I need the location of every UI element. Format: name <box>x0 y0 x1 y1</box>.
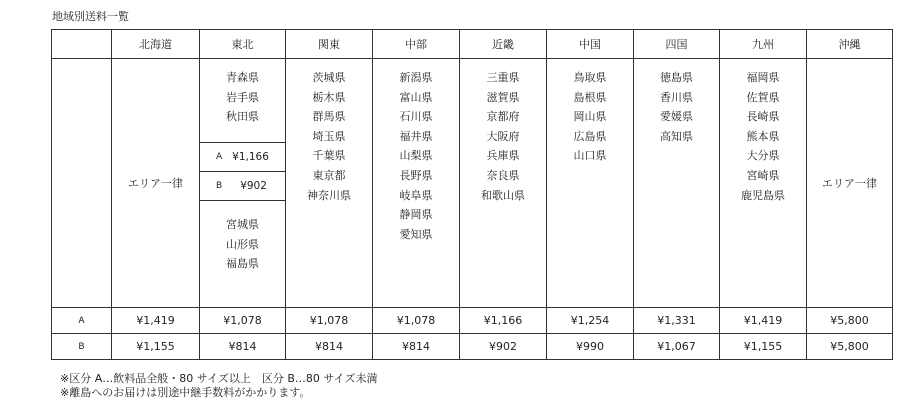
header-okinawa: 沖縄 <box>807 30 893 59</box>
prefecture-row <box>52 59 893 308</box>
footnotes <box>60 372 378 400</box>
prefecture: 山形県 <box>226 237 259 251</box>
prefecture: 静岡県 <box>399 208 433 222</box>
prefecture: 山口県 <box>573 149 607 163</box>
prefecture: 佐賀県 <box>746 90 780 104</box>
row-label-a: A <box>52 308 112 334</box>
prefecture: 大阪府 <box>486 129 520 143</box>
rate-b-mark: B <box>216 181 223 191</box>
price-cell: ¥5,800 <box>807 334 893 360</box>
rate-a-mark: A <box>216 152 223 162</box>
prefecture: 宮城県 <box>226 218 259 231</box>
price-cell: ¥1,419 <box>720 308 807 334</box>
prefecture: 鹿児島県 <box>741 188 785 202</box>
chugoku-cell <box>547 59 634 308</box>
kanto-cell <box>286 59 373 308</box>
prefecture: 三重県 <box>486 71 520 84</box>
kanto-prefecture-list <box>286 59 372 205</box>
prefecture: 広島県 <box>573 129 607 143</box>
price-cell: ¥1,155 <box>720 334 807 360</box>
hokkaido-uniform: エリア一律 <box>112 59 200 308</box>
prefecture: 東京都 <box>312 168 346 182</box>
header-kinki: 近畿 <box>460 30 547 59</box>
footnote: ※区分 A…飲料品全般・80 サイズ以上 区分 B…80 サイズ未満 <box>60 372 378 385</box>
tohoku-cell <box>200 59 286 308</box>
prefecture: 徳島県 <box>660 71 693 84</box>
prefecture: 山梨県 <box>399 149 433 163</box>
price-cell: ¥1,254 <box>547 308 634 334</box>
prefecture: 大分県 <box>746 149 780 163</box>
rate-a-price: ¥1,166 <box>232 151 269 163</box>
tohoku-group2-list <box>200 201 285 274</box>
okinawa-uniform: エリア一律 <box>807 59 893 308</box>
kinki-prefecture-list <box>460 59 546 205</box>
prefecture: 鳥取県 <box>573 71 607 84</box>
price-row-b <box>52 334 893 360</box>
blank-cell <box>52 59 112 308</box>
header-kanto: 関東 <box>286 30 373 59</box>
prefecture: 京都府 <box>486 110 520 124</box>
prefecture: 福島県 <box>226 257 259 271</box>
chubu-prefecture-list <box>373 59 459 244</box>
prefecture: 秋田県 <box>226 110 259 124</box>
rate-b-price: ¥902 <box>240 180 267 192</box>
price-cell: ¥902 <box>460 334 547 360</box>
prefecture: 福岡県 <box>746 71 780 84</box>
price-cell: ¥1,155 <box>112 334 200 360</box>
prefecture: 茨城県 <box>312 71 346 84</box>
chugoku-prefecture-list <box>547 59 633 166</box>
price-cell: ¥1,419 <box>112 308 200 334</box>
price-cell: ¥1,078 <box>373 308 460 334</box>
prefecture: 愛媛県 <box>660 110 693 124</box>
prefecture: 長野県 <box>399 168 433 182</box>
header-hokkaido: 北海道 <box>112 30 200 59</box>
row-label-b: B <box>52 334 112 360</box>
prefecture: 岩手県 <box>226 90 259 104</box>
prefecture: 神奈川県 <box>307 188 351 202</box>
shipping-rate-table <box>51 29 893 360</box>
tohoku-rate-b <box>200 172 285 201</box>
header-chugoku: 中国 <box>547 30 634 59</box>
prefecture: 滋賀県 <box>486 90 520 104</box>
prefecture: 島根県 <box>573 90 607 104</box>
prefecture: 新潟県 <box>399 71 433 84</box>
prefecture: 愛知県 <box>399 227 433 241</box>
prefecture: 香川県 <box>660 90 693 104</box>
price-cell: ¥1,067 <box>634 334 720 360</box>
prefecture: 岡山県 <box>573 110 607 124</box>
prefecture: 石川県 <box>399 110 433 124</box>
price-cell: ¥1,078 <box>286 308 373 334</box>
price-cell: ¥990 <box>547 334 634 360</box>
header-corner <box>52 30 112 59</box>
footnote: ※離島へのお届けは別途中継手数料がかかります。 <box>60 386 311 399</box>
prefecture: 青森県 <box>226 71 259 84</box>
prefecture: 高知県 <box>660 129 693 143</box>
prefecture: 長崎県 <box>746 110 780 124</box>
prefecture: 群馬県 <box>312 110 346 124</box>
shikoku-prefecture-list <box>634 59 719 146</box>
price-cell: ¥1,078 <box>200 308 286 334</box>
tohoku-rate-a <box>200 143 285 172</box>
header-chubu: 中部 <box>373 30 460 59</box>
prefecture: 奈良県 <box>486 168 520 182</box>
prefecture: 熊本県 <box>746 129 780 143</box>
price-cell: ¥1,331 <box>634 308 720 334</box>
header-row <box>52 30 893 59</box>
kinki-cell <box>460 59 547 308</box>
header-shikoku: 四国 <box>634 30 720 59</box>
prefecture: 福井県 <box>399 129 433 143</box>
tohoku-group1-list <box>200 59 285 127</box>
price-cell: ¥5,800 <box>807 308 893 334</box>
kyushu-prefecture-list <box>720 59 806 205</box>
kyushu-cell <box>720 59 807 308</box>
price-cell: ¥814 <box>373 334 460 360</box>
prefecture: 埼玉県 <box>312 129 346 143</box>
price-cell: ¥1,166 <box>460 308 547 334</box>
prefecture: 兵庫県 <box>486 149 520 163</box>
prefecture: 宮崎県 <box>746 168 780 182</box>
prefecture: 富山県 <box>399 90 433 104</box>
shikoku-cell <box>634 59 720 308</box>
prefecture: 栃木県 <box>312 90 346 104</box>
prefecture: 千葉県 <box>312 149 346 163</box>
chubu-cell <box>373 59 460 308</box>
header-tohoku: 東北 <box>200 30 286 59</box>
prefecture: 岐阜県 <box>399 188 433 202</box>
price-cell: ¥814 <box>286 334 373 360</box>
price-cell: ¥814 <box>200 334 286 360</box>
header-kyushu: 九州 <box>720 30 807 59</box>
page-title: 地域別送料一覧 <box>52 10 129 23</box>
price-row-a <box>52 308 893 334</box>
prefecture: 和歌山県 <box>481 188 525 202</box>
